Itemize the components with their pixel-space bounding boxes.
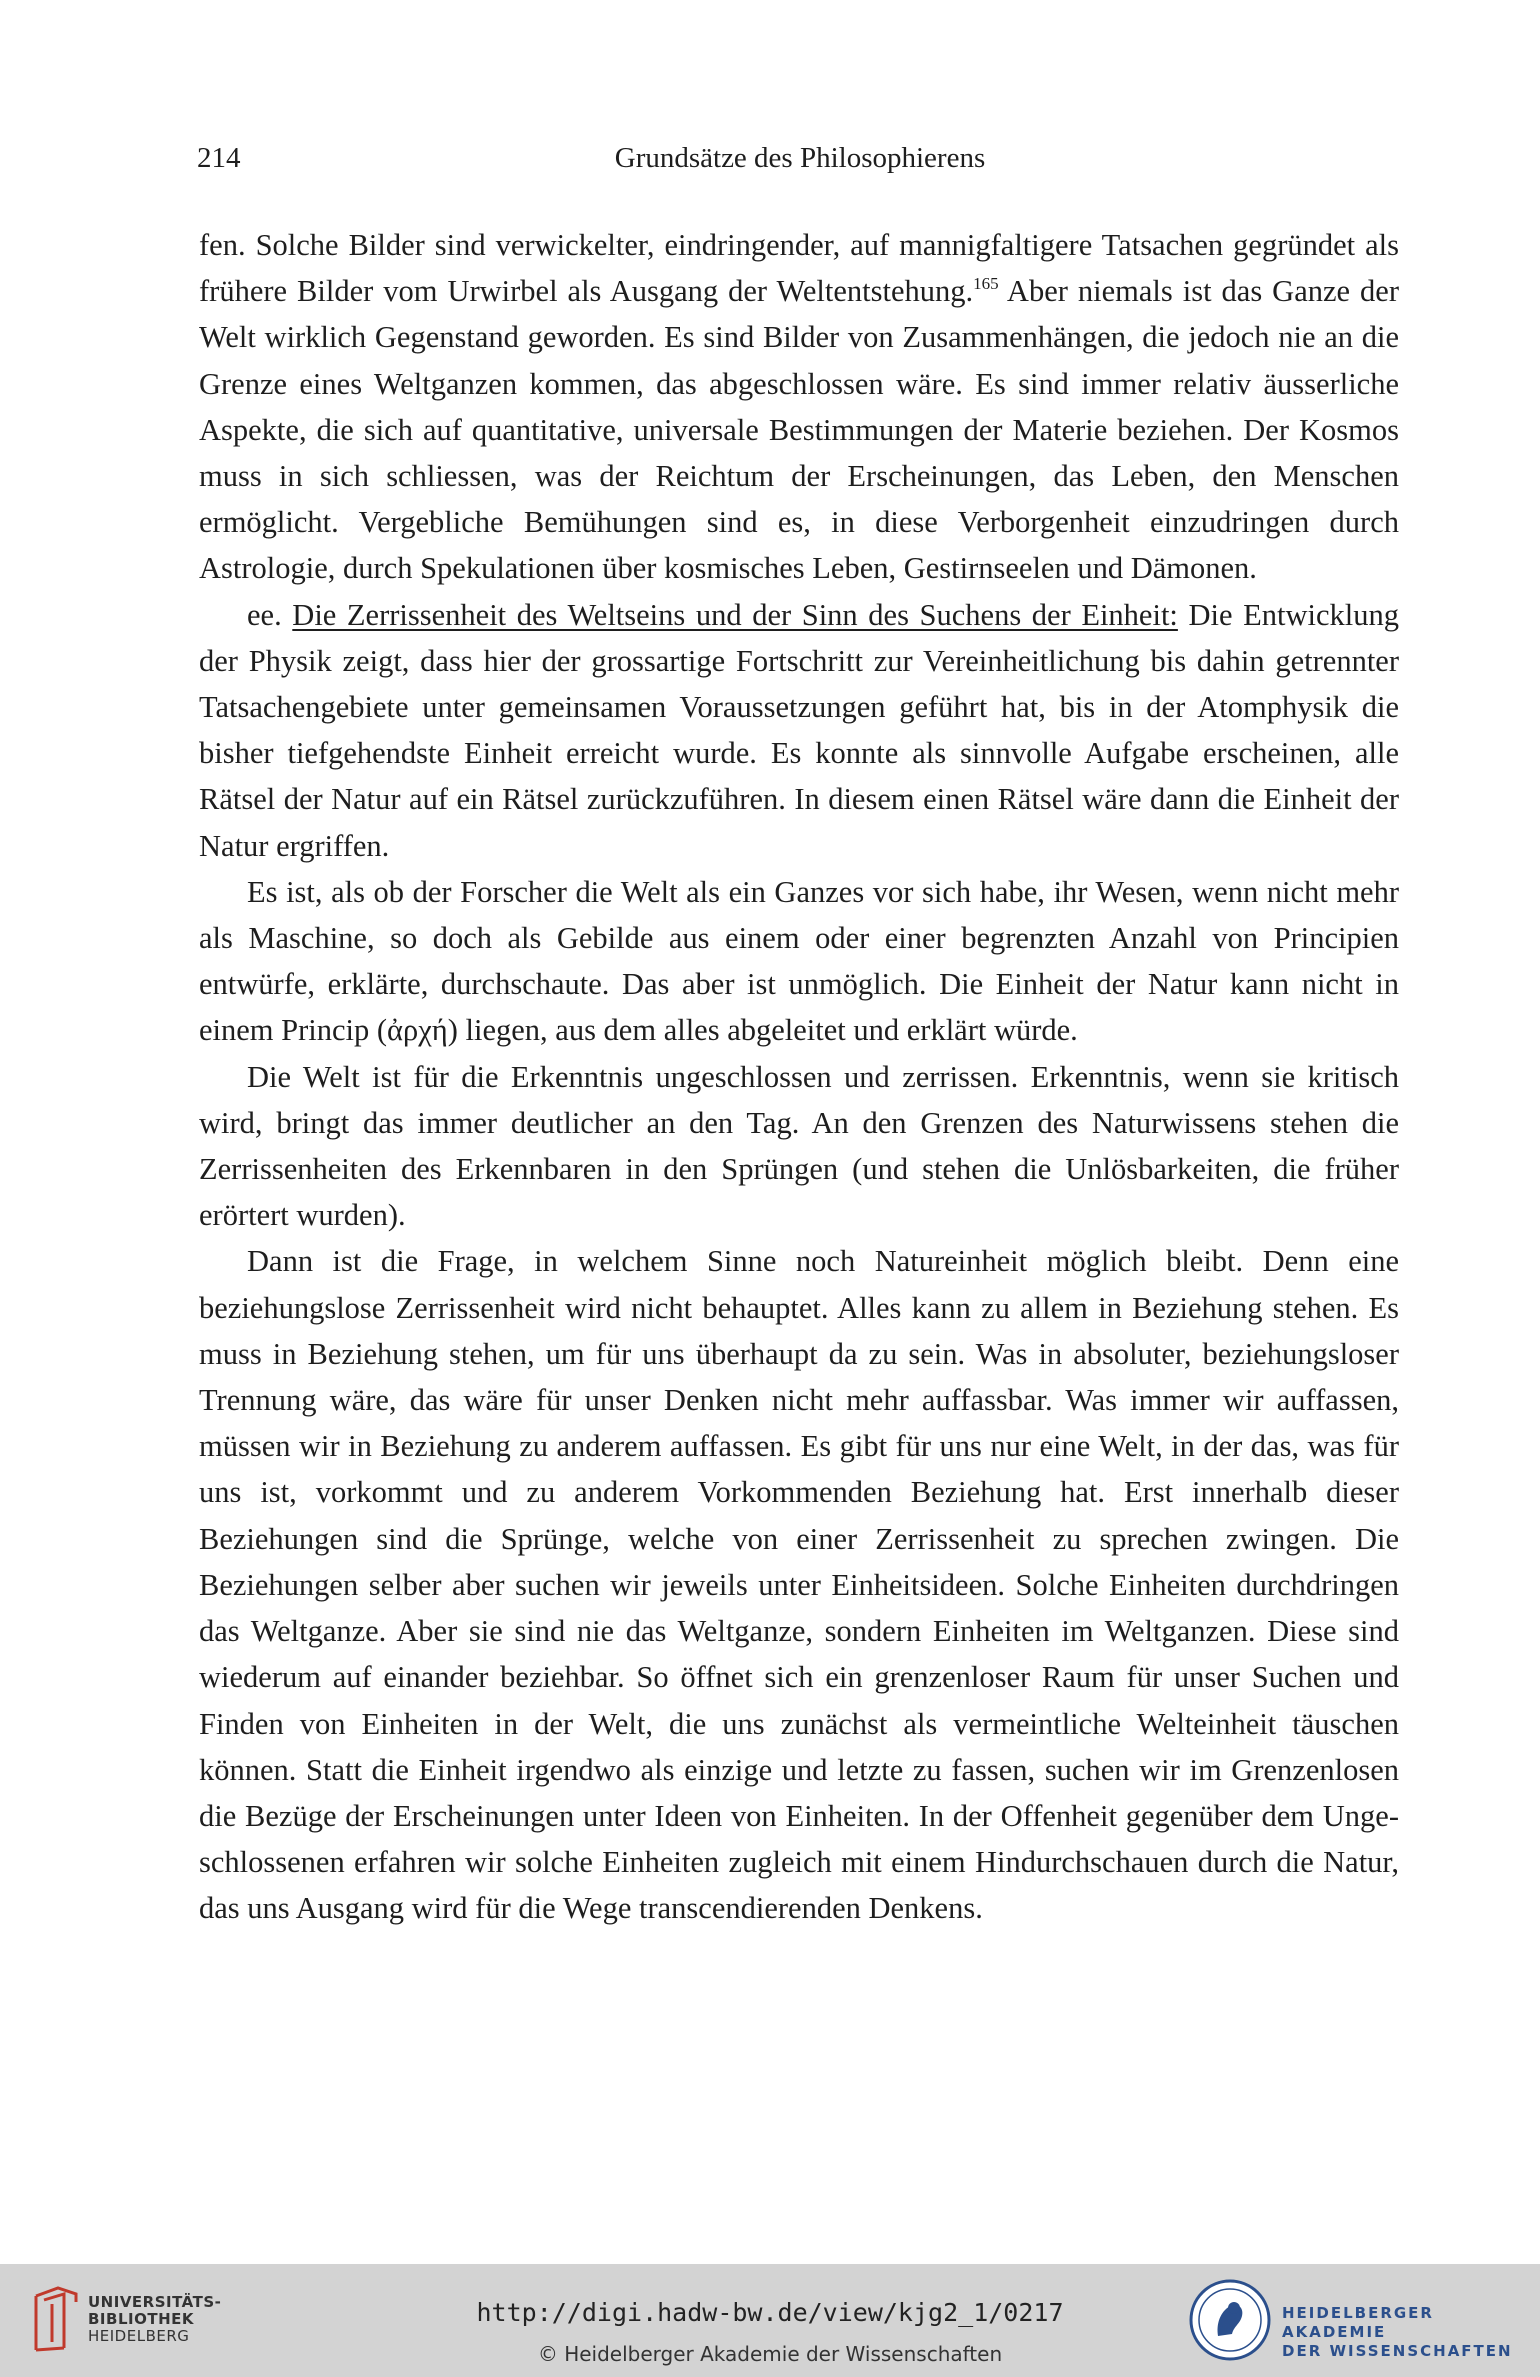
paragraph-1-text-b: Aber niemals ist das Ganze der Welt wirklich Gegenstand geworden. Es sind Bilder von Zusammenhängen, die jedoch nie an die Grenze eines Weltganzen kommen, das abgeschlossen wäre. Es sind immer relativ äusserliche Aspekte, die sich auf quantitative, universale Bestimmungen der Materie beziehen. Der Kosmos muss in sich schliessen, was der Reichtum der Erscheinungen, das Leben, den Menschen ermöglicht. Vergebliche Bemühungen sind es, in diese Verborgenheit einzudringen durch Astrologie, durch Spekulationen über kosmisches Leben, Gestirnseelen und Dämonen. [199,274,1399,586]
section-label: ee. [247,597,293,632]
copyright-notice: © Heidelberger Akademie der Wissenschaften [537,2342,1003,2366]
section-heading: Die Zerrissenheit des Weltseins und der Sinn des Suchens der Einheit: [292,597,1178,632]
paragraph-1-text-a: fen. Solche Bilder sind verwickelter, eindringender, auf mannigfaltigere Tatsachen gegründet als frühere Bilder vom Urwirbel als Ausgang der Weltentstehung. [199,228,1399,309]
paragraph-2-text: Die Entwicklung der Physik zeigt, dass hier der grossartige Fortschritt zur Vereinheitlichung bis dahin getrennter Tatsachengebiete unter gemeinsamen Voraussetzungen geführt hat, bis in der Atomphysik die bisher tiefgehendste Einheit erreicht wurde. Es konnte als sinnvolle Aufgabe erscheinen, alle Rätsel der Natur auf ein Rätsel zurückzuführen. In diesem einen Rätsel wäre dann die Einheit der Natur ergriffen. [199,597,1399,863]
library-logo-text[interactable]: UNIVERSITÄTS- BIBLIOTHEK HEIDELBERG [88,2293,222,2345]
footer-bar [0,2264,1540,2377]
academy-seal-icon[interactable] [1188,2278,1272,2362]
academy-logo-text[interactable]: HEIDELBERGER AKADEMIE DER WISSENSCHAFTEN [1282,2304,1513,2360]
footnote-reference[interactable]: 165 [973,274,999,294]
page-number: 214 [197,142,241,174]
paragraph-5: Dann ist die Frage, in welchem Sinne noch Natureinheit möglich bleibt. Denn eine beziehungslose Zerrissenheit wird nicht behauptet. Alles kann zu allem in Beziehung stehen. Es muss in Beziehung stehen, um für uns überhaupt da zu sein. Was in absoluter, beziehungsloser Trennung wäre, das wäre für unser Denken nicht mehr auffassbar. Was immer wir auffassen, müssen wir in Beziehung zu anderem auffassen. Es gibt für uns nur eine Welt, in der das, was für uns ist, vorkommt und zu anderem Vorkommenden Beziehung hat. Erst innerhalb dieser Beziehungen sind die Sprünge, welche von einer Zerrissenheit zu sprechen zwingen. Die Beziehungen selber aber suchen wir jeweils unter Einheitsideen. Solche Einheiten durchdringen das Weltganze. Aber sie sind nie das Weltganze, sondern Einheiten im Weltganzen. Diese sind wiederum auf einander beziehbar. So öffnet sich ein grenzenloser Raum für unser Suchen und Finden von Einheiten in der Welt, die uns zunächst als vermeintliche Welteinheit täuschen können. Statt die Einheit irgendwo als einzige und letzte zu fassen, suchen wir im Grenzenlosen die Bezüge der Erscheinungen unter Ideen von Einheiten. In der Offenheit gegenüber dem Ungeschlossenen erfahren wir solche Einheiten zugleich mit einem Hindurchschauen durch die Natur, das uns Ausgang wird für die Wege transcendierenden Denkens. [199,1244,1399,1926]
paragraph-3: Es ist, als ob der Forscher die Welt als ein Ganzes vor sich habe, ihr Wesen, wenn nicht mehr als Maschine, so doch als Gebilde aus einem oder einer begrenzten Anzahl von Principien entwürfe, erklärte, durchschaute. Das aber ist unmöglich. Die Einheit der Natur kann nicht in einem Princip (ἀρχή) liegen, aus dem alles abgeleitet und erklärt würde. [199,874,1399,1048]
source-url-link[interactable]: http://digi.hadw-bw.de/view/kjg2_1/0217 [476,2298,1064,2327]
page-header [197,142,1403,182]
running-head: Grundsätze des Philosophierens [614,142,986,174]
paragraph-2 [199,592,1399,869]
paragraph-4: Die Welt ist für die Erkenntnis ungeschlossen und zerrissen. Erkenntnis, wenn sie kritisch wird, bringt das immer deutlicher an den Tag. An den Grenzen des Naturwissens stehen die Zerrissenheiten des Erkennbaren in den Sprüngen (und stehen die Unlösbarkeiten, die früher erörtert wurden). [199,1059,1399,1233]
paragraph-1 [199,222,1399,592]
body-text [199,222,1399,1932]
